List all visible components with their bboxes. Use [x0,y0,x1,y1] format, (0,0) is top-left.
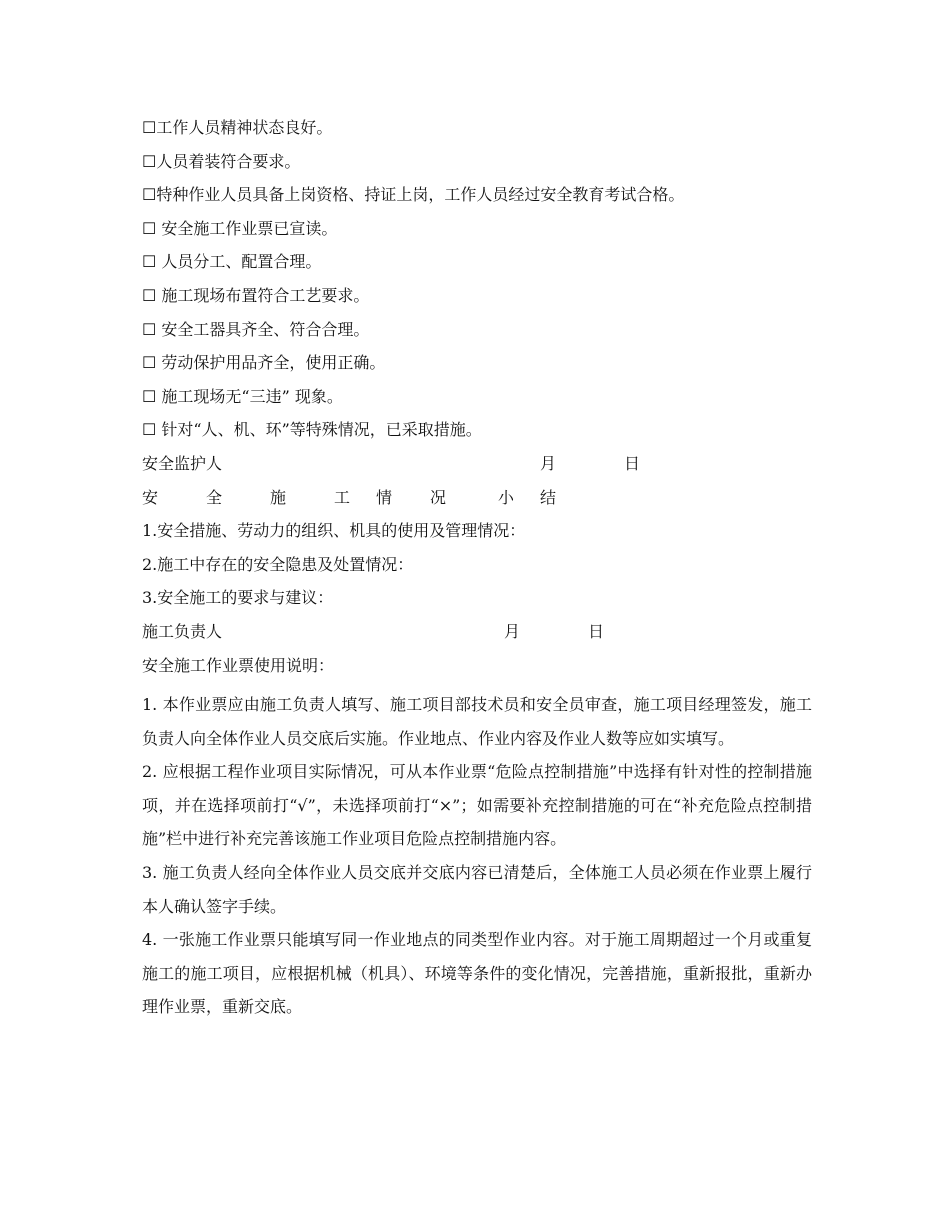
leader-day: 日 [588,621,605,641]
summary-item: 1.安全措施、劳动力的组织、机具的使用及管理情况： [142,521,526,541]
checklist-item[interactable]: ☐ 人员分工、配置合理。 [142,252,322,272]
summary-title-char: 况 [430,487,447,507]
leader-month: 月 [504,621,521,641]
checklist-item[interactable]: ☐ 施工现场布置符合工艺要求。 [142,285,370,305]
instruction-paragraph: 4. 一张施工作业票只能填写同一作业地点的同类型作业内容。对于施工周期超过一个月或重复施工的施工项目，应根据机械（机具）、环境等条件的变化情况，完善措施，重新报批，重新办理作业票，重新交底。 [142,930,812,1017]
summary-title-char: 施 [270,487,287,507]
summary-item: 3.安全施工的要求与建议： [142,588,334,608]
checklist-item[interactable]: ☐ 针对“人、机、环”等特殊情况，已采取措施。 [142,420,482,440]
checklist-item[interactable]: ☐ 劳动保护用品齐全，使用正确。 [142,353,386,373]
summary-item: 2.施工中存在的安全隐患及处置情况： [142,554,414,574]
document-page [142,117,812,1024]
monitor-month: 月 [540,453,557,473]
leader-signature-line [142,621,812,655]
instruction-paragraph: 2. 应根据工程作业项目实际情况，可从本作业票“危险点控制措施”中选择有针对性的控制措施项，并在选择项前打“√”，未选择项前打“×”；如需要补充控制措施的可在“补充危险点控制措施”栏中进行补充完善该施工作业项目危险点控制措施内容。 [142,762,812,849]
checklist-item[interactable]: ☐ 安全施工作业票已宣读。 [142,218,338,238]
checklist-item[interactable]: ☐工作人员精神状态良好。 [142,118,333,137]
checklist [142,117,812,453]
checklist-item[interactable]: ☐人员着装符合要求。 [142,151,301,171]
summary-title-char: 小 [498,487,515,507]
instruction-paragraph: 1. 本作业票应由施工负责人填写、施工项目部技术员和安全员审查，施工项目经理签发，施工负责人向全体作业人员交底后实施。作业地点、作业内容及作业人数等应如实填写。 [142,695,812,748]
summary-title-char: 情 [376,487,393,507]
summary-title-char: 工 [334,487,351,507]
summary-title-char: 结 [540,487,557,507]
summary-title [142,487,812,521]
checklist-item[interactable]: ☐ 安全工器具齐全、符合合理。 [142,319,370,339]
monitor-label: 安全监护人 [142,453,223,473]
checklist-item[interactable]: ☐ 施工现场无“三违” 现象。 [142,386,343,406]
instructions-title: 安全施工作业票使用说明： [142,655,335,675]
summary-title-char: 安 [142,487,159,507]
monitor-day: 日 [624,453,641,473]
summary-title-char: 全 [206,487,223,507]
instruction-paragraph: 3. 施工负责人经向全体作业人员交底并交底内容已清楚后，全体施工人员必须在作业票上履行本人确认签字手续。 [142,863,812,916]
monitor-signature-line [142,453,812,487]
leader-label: 施工负责人 [142,621,223,641]
checklist-item[interactable]: ☐特种作业人员具备上岗资格、持证上岗，工作人员经过安全教育考试合格。 [142,185,685,205]
